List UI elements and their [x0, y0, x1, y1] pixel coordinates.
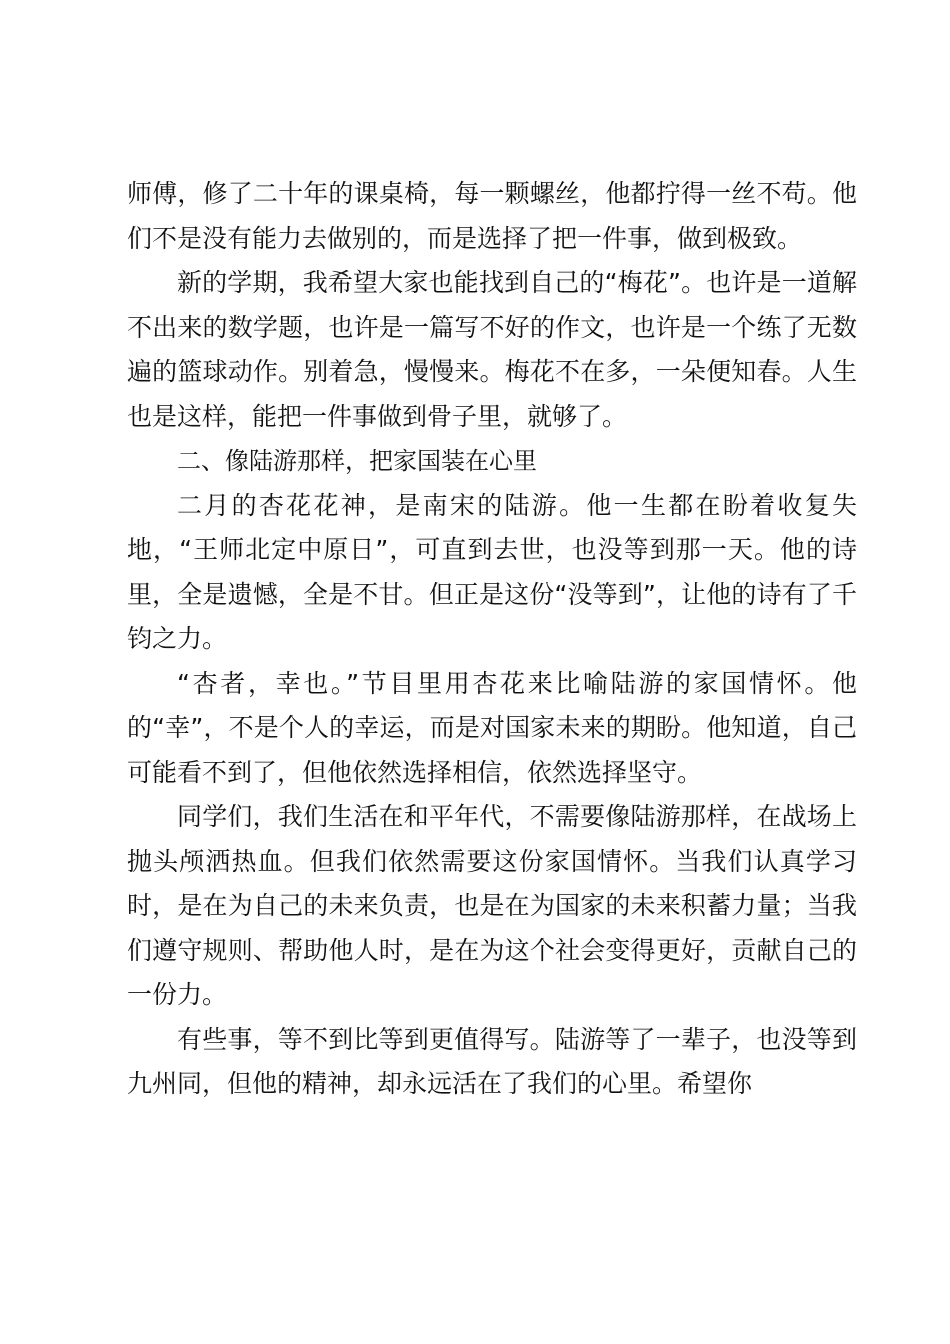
paragraph: “杏者，幸也。”节目里用杏花来比喻陆游的家国情怀。他的“幸”，不是个人的幸运，而是对国家未来的期盼。他知道，自己可能看不到了，但他依然选择相信，依然选择坚守。 [127, 668, 857, 787]
paragraph: 同学们，我们生活在和平年代，不需要像陆游那样，在战场上抛头颅洒热血。但我们依然需要这份家国情怀。当我们认真学习时，是在为自己的未来负责，也是在为国家的未来积蓄力量；当我们遵守规则、帮助他人时，是在为这个社会变得更好，贡献自己的一份力。 [127, 802, 857, 1009]
paragraph: 新的学期，我希望大家也能找到自己的“梅花”。也许是一道解不出来的数学题，也许是一篇写不好的作文，也许是一个练了无数遍的篮球动作。别着急，慢慢来。梅花不在多，一朵便知春。人生也是这样，能把一件事做到骨子里，就够了。 [127, 268, 857, 431]
paragraph: 二月的杏花花神，是南宋的陆游。他一生都在盼着收复失地，“王师北定中原日”，可直到去世，也没等到那一天。他的诗里，全是遗憾，全是不甘。但正是这份“没等到”，让他的诗有了千钧之力。 [127, 490, 857, 653]
document-page [127, 172, 857, 1107]
section-heading: 二、像陆游那样，把家国装在心里 [177, 447, 537, 475]
paragraph-continuation: 师傅，修了二十年的课桌椅，每一颗螺丝，他都拧得一丝不苟。他们不是没有能力去做别的，而是选择了把一件事，做到极致。 [127, 179, 857, 253]
paragraph: 有些事，等不到比等到更值得写。陆游等了一辈子，也没等到九州同，但他的精神，却永远活在了我们的心里。希望你 [127, 1024, 857, 1098]
